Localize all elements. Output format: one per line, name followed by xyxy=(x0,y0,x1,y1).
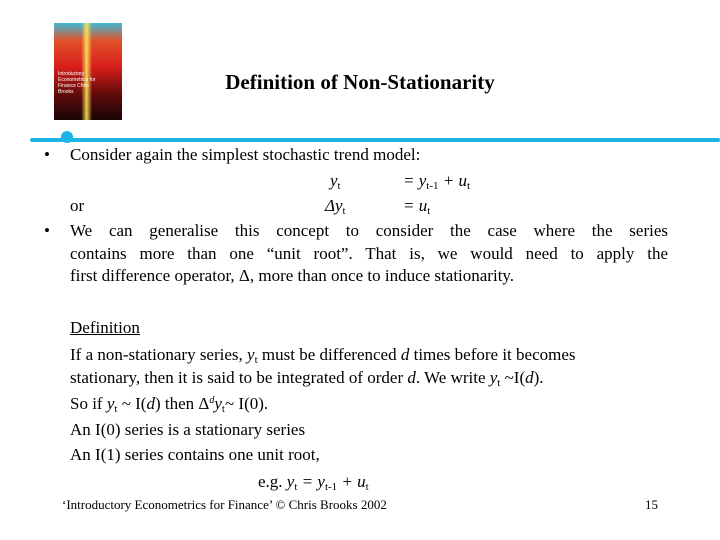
divider-dot xyxy=(61,131,73,143)
bullet-2-line: contains more than one “unit root”. That is, we would need to apply the xyxy=(70,244,668,263)
bullet-1-text: Consider again the simplest stochastic trend model: xyxy=(70,145,421,164)
footer-credit: ‘Introductory Econometrics for Finance’ © Chris Brooks 2002 xyxy=(62,497,387,512)
bullet: • xyxy=(44,221,50,240)
definition-heading: Definition xyxy=(70,318,140,337)
definition-line-2: stationary, then it is said to be integrated of order d. We write $y_t$ ~I(d). xyxy=(70,368,544,389)
bullet: • xyxy=(44,145,50,164)
definition-line-3: So if $y_t$ ~ I(d) then $\Delta^dy_t\sim$ I(0). xyxy=(70,394,269,415)
bullet-2-line: first difference operator, Δ, more than once to induce stationarity. xyxy=(70,266,515,285)
definition-line-1: If a non-stationary series, $y_t$ must be differenced d times before it becomes xyxy=(70,345,576,366)
example-equation: e.g. $y_t = y_{t-1} + u_t$ xyxy=(258,472,369,493)
equation-1: $y_t$ xyxy=(330,171,341,192)
divider-line xyxy=(30,138,720,142)
book-cover-image: Introductory Econometrics for Finance Chris Brooks xyxy=(54,23,122,120)
definition-line-4: An I(0) series is a stationary series xyxy=(70,420,306,439)
equation-1-rhs: = $y_{t-1} + u_t$ xyxy=(403,171,471,192)
equation-2: $\Delta y_t$ xyxy=(325,196,346,217)
slide-title: Definition of Non-Stationarity xyxy=(225,70,495,94)
or-label: or xyxy=(70,196,85,215)
definition-line-5: An I(1) series contains one unit root, xyxy=(70,445,320,464)
bullet-2-line: We can generalise this concept to consider the case where the series xyxy=(70,221,668,240)
page-number: 15 xyxy=(645,497,658,512)
equation-2-rhs: = $u_t$ xyxy=(403,196,431,217)
